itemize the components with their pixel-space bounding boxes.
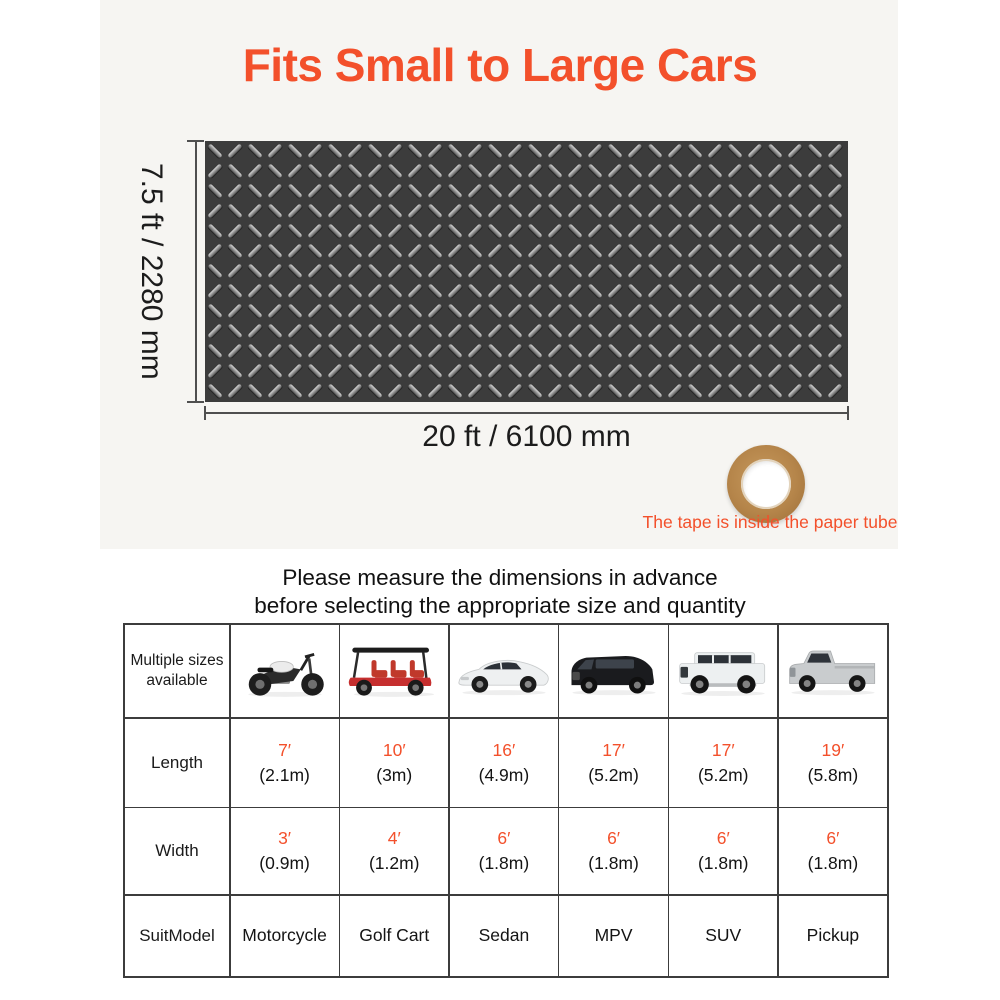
vehicle-cell-pickup: [779, 625, 887, 717]
length-ft-motorcycle: 7′: [278, 739, 292, 760]
width-ft-suv: 6′: [716, 828, 730, 848]
width-cell-mpv: [559, 808, 667, 894]
length-ft-sedan: 16′: [492, 739, 516, 760]
model-cell-mpv: MPV: [559, 896, 667, 976]
motorcycle-photo: [235, 640, 335, 702]
model-cell-sedan: Sedan: [450, 896, 558, 976]
length-ft-golf-cart: 10′: [382, 739, 406, 760]
width-m-suv: (1.8m): [697, 853, 749, 873]
corner-line1: Multiple sizes: [130, 652, 224, 669]
measure-notice: [0, 564, 1000, 620]
width-ft-sedan: 6′: [497, 828, 511, 848]
length-cell-motorcycle: [231, 719, 339, 807]
width-cell-suv: [669, 808, 777, 894]
length-cell-suv: [669, 719, 777, 807]
row-label-length: Length: [125, 719, 229, 807]
width-m-mpv: (1.8m): [588, 853, 639, 873]
width-cell-golf-cart: [340, 808, 448, 894]
length-m-suv: (5.2m): [697, 764, 749, 785]
golf-cart-photo: [344, 640, 444, 702]
measure-notice-line2: before selecting the appropriate size and quantity: [254, 593, 746, 618]
measure-notice-line1: Please measure the dimensions in advance: [282, 565, 718, 590]
width-m-pickup: (1.8m): [807, 853, 859, 873]
length-m-golf-cart: (3m): [376, 764, 413, 785]
model-cell-motorcycle: Motorcycle: [231, 896, 339, 976]
model-cell-golf-cart: Golf Cart: [340, 896, 448, 976]
width-ft-motorcycle: 3′: [278, 828, 292, 848]
length-m-sedan: (4.9m): [478, 764, 530, 785]
height-dimension-line: [195, 141, 197, 402]
row-label-width: Width: [125, 808, 229, 894]
model-cell-pickup: Pickup: [779, 896, 887, 976]
width-ft-golf-cart: 4′: [387, 828, 401, 848]
tape-roll-core: [741, 459, 791, 509]
vehicle-cell-suv: [669, 625, 777, 717]
length-cell-golf-cart: [340, 719, 448, 807]
length-cell-sedan: [450, 719, 558, 807]
page-title: Fits Small to Large Cars: [242, 39, 758, 91]
height-dimension-tick-top: [187, 140, 204, 142]
width-cell-motorcycle: [231, 808, 339, 894]
length-m-pickup: (5.8m): [807, 764, 859, 785]
width-dimension-tick-right: [847, 406, 849, 420]
length-m-motorcycle: (2.1m): [259, 764, 310, 785]
width-ft-pickup: 6′: [826, 828, 840, 848]
height-dimension-tick-bottom: [187, 401, 204, 403]
width-cell-pickup: [779, 808, 887, 894]
length-ft-mpv: 17′: [602, 739, 625, 760]
table-corner-cell: [125, 625, 229, 717]
corner-line2: available: [146, 672, 208, 689]
width-cell-sedan: [450, 808, 558, 894]
mat-image: [205, 141, 848, 402]
vehicle-cell-sedan: [450, 625, 558, 717]
length-ft-pickup: 19′: [821, 739, 845, 760]
length-ft-suv: 17′: [711, 739, 735, 760]
length-cell-mpv: [559, 719, 667, 807]
width-m-golf-cart: (1.2m): [368, 853, 420, 873]
row-label-model: SuitModel: [125, 896, 229, 976]
width-dimension-tick-left: [204, 406, 206, 420]
vehicle-cell-motorcycle: [231, 625, 339, 717]
sedan-photo: [454, 640, 554, 702]
width-dimension-label: 20 ft / 6100 mm: [422, 420, 631, 453]
vehicle-cell-mpv: [559, 625, 667, 717]
model-cell-suv: SUV: [669, 896, 777, 976]
width-m-motorcycle: (0.9m): [259, 853, 310, 873]
vehicle-cell-golf-cart: [340, 625, 448, 717]
pickup-photo: [783, 640, 883, 702]
tape-note: The tape is inside the paper tube: [642, 512, 898, 532]
length-cell-pickup: [779, 719, 887, 807]
width-dimension-line: [205, 412, 848, 414]
length-m-mpv: (5.2m): [588, 764, 639, 785]
width-ft-mpv: 6′: [607, 828, 621, 848]
size-table: [123, 623, 889, 978]
suv-photo: [673, 640, 773, 702]
mpv-photo: [564, 640, 664, 702]
width-m-sedan: (1.8m): [478, 853, 530, 873]
height-dimension-label: 7.5 ft / 2280 mm: [135, 163, 168, 380]
